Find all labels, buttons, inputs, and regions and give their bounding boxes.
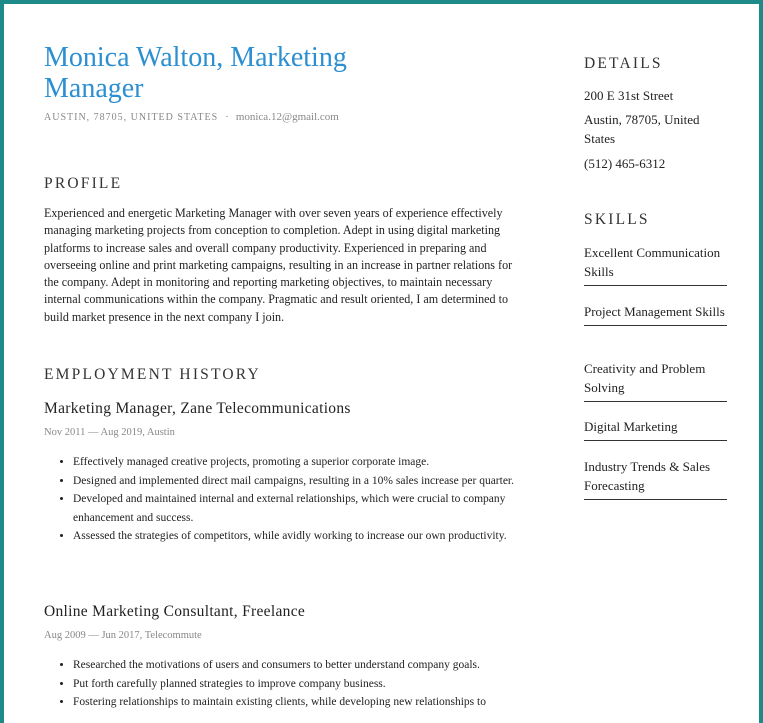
- job-bullet: • Fostering relationships to maintain existing clients, while developing new relationships to: [73, 693, 543, 712]
- resume-page: [4, 4, 759, 723]
- details-address-city: Austin, 78705, United States: [584, 112, 700, 146]
- contact-separator: ·: [225, 111, 229, 123]
- job-title: Marketing Manager, Zane Telecommunications: [44, 400, 351, 417]
- job-bullet: • Effectively managed creative projects, promoting a superior corporate image.: [73, 453, 543, 472]
- profile-heading: PROFILE: [44, 175, 123, 192]
- skill-item: Project Management Skills: [584, 302, 727, 326]
- job-bullet: • Designed and implemented direct mail campaigns, resulting in a 10% sales increase per quarter.: [73, 472, 543, 491]
- job-dates: Aug 2009 — Jun 2017, Telecommute: [44, 630, 202, 641]
- contact-line: [44, 111, 339, 123]
- job-bullet: • Researched the motivations of users and consumers to better understand company goals.: [73, 656, 543, 675]
- email-link[interactable]: monica.12@gmail.com: [235, 111, 339, 123]
- job-title: Online Marketing Consultant, Freelance: [44, 603, 306, 620]
- job-bullets: [44, 656, 543, 712]
- profile-text: Experienced and energetic Marketing Manager with over seven years of experience effectively managing marketing projects from conception to completion. Adept in using digital marketing platforms to increase sales and overall company productivity. Experienced in preparing and overseeing online and print marketing campaigns, resulting in an increase in partner relations for the company. Adept in monitoring and reporting marketing objectives, to maintain necessary internal communications within the company. Pragmatic and result oriented, I am determined to build market presence in the next company I join.: [44, 206, 513, 324]
- details-heading: DETAILS: [584, 55, 663, 72]
- details-phone: (512) 465-6312: [584, 156, 666, 171]
- job-dates: Nov 2011 — Aug 2019, Austin: [44, 427, 175, 438]
- job-bullet: • Developed and maintained internal and external relationships, which were crucial to company enhancement and success.: [73, 490, 543, 527]
- location: AUSTIN, 78705, UNITED STATES: [44, 112, 219, 123]
- candidate-name: Monica Walton, Marketing Manager: [44, 42, 347, 104]
- skill-item: Digital Marketing: [584, 417, 727, 441]
- employment-heading: EMPLOYMENT HISTORY: [44, 366, 261, 383]
- skill-item: Excellent Communication Skills: [584, 243, 727, 286]
- skill-item: Industry Trends & Sales Forecasting: [584, 457, 727, 500]
- job-bullet: • Put forth carefully planned strategies to improve company business.: [73, 675, 543, 694]
- details-address-street: 200 E 31st Street: [584, 88, 674, 103]
- job-bullets: [44, 453, 543, 546]
- job-bullet: • Assessed the strategies of competitors, while avidly working to increase our own productivity.: [73, 527, 543, 546]
- skill-item: Creativity and Problem Solving: [584, 359, 727, 402]
- skills-heading: SKILLS: [584, 211, 650, 228]
